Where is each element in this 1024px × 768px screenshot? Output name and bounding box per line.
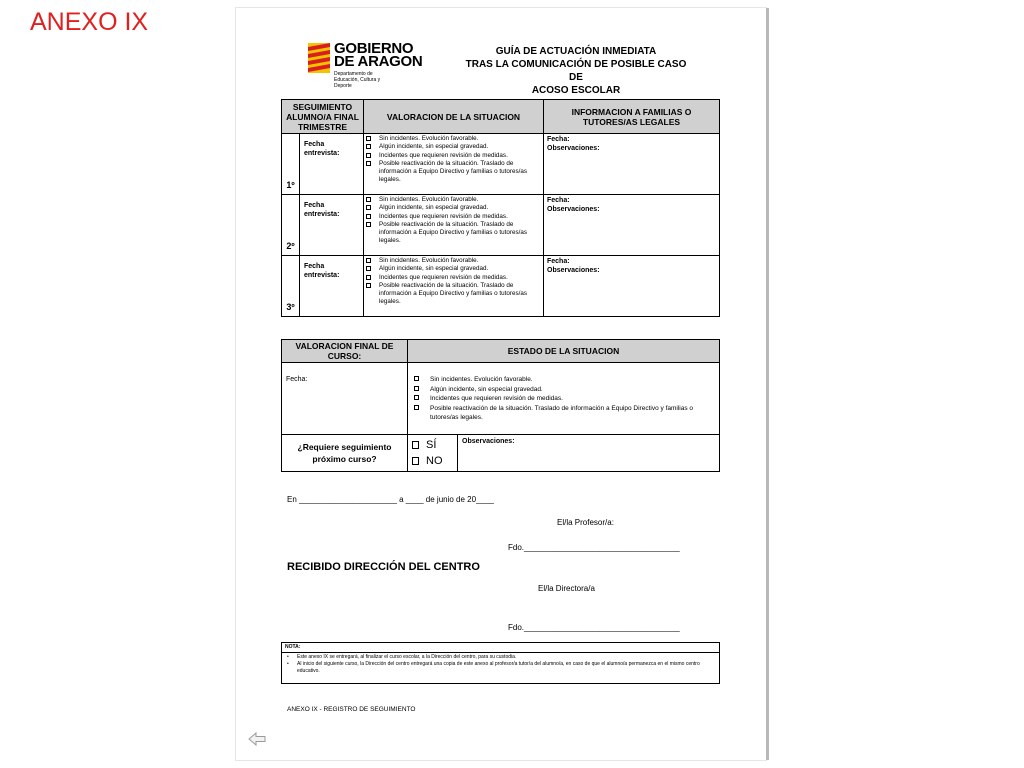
observaciones-label: Observaciones: <box>547 206 600 213</box>
document-page <box>236 8 766 760</box>
note-box <box>281 642 720 684</box>
option-label: Posible reactivación de la situación. Traslado de información a Equipo Directivo y familias o tutores/as legales. <box>430 404 694 422</box>
option-label: Posible reactivación de la situación. Traslado de información a Equipo Directivo y familias o tutores/as legales. <box>379 281 528 306</box>
option-item[interactable] <box>366 274 541 282</box>
header-family-info: INFORMACION A FAMILIAS O TUTORES/AS LEGALES <box>544 100 720 134</box>
option-label: Incidentes que requieren revisión de medidas. <box>430 395 563 403</box>
guide-title <box>464 45 688 97</box>
option-item[interactable] <box>412 375 715 385</box>
checkbox-icon[interactable] <box>412 457 419 465</box>
final-header-row <box>282 340 720 363</box>
final-date-field[interactable]: Fecha: <box>282 363 408 435</box>
guide-title-line2: TRAS LA COMUNICACIÓN DE POSIBLE CASO DE <box>465 59 687 83</box>
option-item[interactable] <box>366 143 541 151</box>
term-label: 3º <box>282 256 300 317</box>
interview-date-field[interactable]: Fecha entrevista: <box>300 195 364 256</box>
checkbox-icon[interactable] <box>366 136 371 141</box>
checkbox-icon[interactable] <box>366 258 371 263</box>
option-item[interactable] <box>412 385 715 395</box>
option-label: Algún incidente, sin especial gravedad. <box>379 204 489 212</box>
family-info-cell[interactable] <box>544 256 720 317</box>
aragon-logo <box>308 41 428 89</box>
yes-no-options <box>408 435 458 472</box>
guide-title-line3: ACOSO ESCOLAR <box>531 85 621 96</box>
term-label: 2º <box>282 195 300 256</box>
fecha-label: Fecha: <box>547 136 570 143</box>
checkbox-icon[interactable] <box>366 275 371 280</box>
header-status: ESTADO DE LA SITUACION <box>408 340 720 363</box>
aragon-flag-icon <box>308 43 330 73</box>
observaciones-label: Observaciones: <box>547 267 600 274</box>
header-final-assessment: VALORACION FINAL DE CURSO: <box>282 340 408 363</box>
option-label: Incidentes que requieren revisión de medidas. <box>379 151 508 159</box>
checkbox-icon[interactable] <box>366 144 371 149</box>
header-assessment: VALORACION DE LA SITUACION <box>364 100 544 134</box>
observations-field[interactable]: Observaciones: <box>458 435 720 472</box>
option-label: Incidentes que requieren revisión de medidas. <box>379 273 508 281</box>
header-followup: SEGUIMIENTO ALUMNO/A FINAL TRIMESTRE <box>282 100 364 134</box>
slide-title: ANEXO IX <box>30 8 149 36</box>
final-options-row <box>282 363 720 435</box>
option-item[interactable] <box>366 221 541 246</box>
checkbox-icon[interactable] <box>366 153 371 158</box>
checkbox-icon[interactable] <box>366 161 371 166</box>
checkbox-icon[interactable] <box>414 405 419 410</box>
director-label: El/la Directora/a <box>538 584 595 593</box>
received-heading: RECIBIDO DIRECCIÓN DEL CENTRO <box>287 561 480 573</box>
logo-department: Departamento de Educación, Cultura y Deporte <box>334 71 381 89</box>
interview-date-field[interactable]: Fecha entrevista: <box>300 256 364 317</box>
note-item: • Este anexo IX se entregará, al finalizar el curso escolar, a la Dirección del centro, para su custodia. <box>285 654 716 661</box>
guide-title-line1: GUÍA DE ACTUACIÓN INMEDIATA <box>495 46 657 57</box>
option-item[interactable] <box>366 282 541 307</box>
checkbox-icon[interactable] <box>366 214 371 219</box>
logo-text-line2: DE ARAGON <box>334 53 423 70</box>
requires-followup-label: ¿Requiere seguimiento próximo curso? <box>282 435 408 472</box>
yes-option[interactable] <box>412 437 453 453</box>
assessment-options <box>364 195 544 256</box>
option-label: Algún incidente, sin especial gravedad. <box>430 385 543 393</box>
option-label: Incidentes que requieren revisión de medidas. <box>379 212 508 220</box>
observaciones-label: Observaciones: <box>547 145 600 152</box>
assessment-options <box>364 134 544 195</box>
final-assessment-table <box>281 339 720 472</box>
term-label: 1º <box>282 134 300 195</box>
option-item[interactable] <box>366 196 541 204</box>
option-item[interactable] <box>366 152 541 160</box>
tracking-header-row <box>282 100 720 134</box>
final-followup-row <box>282 435 720 472</box>
option-item[interactable] <box>366 135 541 143</box>
interview-date-field[interactable]: Fecha entrevista: <box>300 134 364 195</box>
assessment-options <box>364 256 544 317</box>
no-label: NO <box>426 455 443 467</box>
option-label: Sin incidentes. Evolución favorable. <box>379 135 479 142</box>
checkbox-icon[interactable] <box>412 441 419 449</box>
no-option[interactable] <box>412 453 453 469</box>
option-item[interactable] <box>412 404 715 423</box>
option-label: Sin incidentes. Evolución favorable. <box>430 376 533 383</box>
checkbox-icon[interactable] <box>366 197 371 202</box>
checkbox-icon[interactable] <box>366 222 371 227</box>
option-item[interactable] <box>366 204 541 212</box>
option-item[interactable] <box>366 213 541 221</box>
tracking-table <box>281 99 720 317</box>
teacher-signature-line[interactable]: Fdo.___________________________________ <box>508 543 680 552</box>
note-list <box>282 653 719 675</box>
back-arrow-icon[interactable] <box>248 732 266 746</box>
option-label: Algún incidente, sin especial gravedad. <box>379 265 489 273</box>
option-label: Algún incidente, sin especial gravedad. <box>379 143 489 151</box>
yes-label: SÍ <box>426 439 437 451</box>
tracking-row <box>282 195 720 256</box>
fecha-label: Fecha: <box>547 197 570 204</box>
checkbox-icon[interactable] <box>414 376 419 381</box>
logo-text-line1: GOBIERNO <box>334 40 414 57</box>
note-item: • Al inicio del siguiente curso, la Dirección del centro entregará una copia de este anexo al profesor/a tutor/a del alumno/a, en caso de que el alumno/a permanezca en el mismo centro educativo. <box>285 661 716 675</box>
family-info-cell[interactable] <box>544 134 720 195</box>
date-place-line[interactable]: En ______________________ a ____ de junio de 20____ <box>287 495 494 504</box>
teacher-label: El/la Profesor/a: <box>557 518 614 527</box>
tracking-row <box>282 134 720 195</box>
option-label: Posible reactivación de la situación. Traslado de información a Equipo Directivo y familias o tutores/as legales. <box>379 159 528 184</box>
family-info-cell[interactable] <box>544 195 720 256</box>
checkbox-icon[interactable] <box>366 205 371 210</box>
checkbox-icon[interactable] <box>414 395 419 400</box>
checkbox-icon[interactable] <box>366 266 371 271</box>
option-label: Posible reactivación de la situación. Traslado de información a Equipo Directivo y familias o tutores/as legales. <box>379 220 528 245</box>
option-label: Sin incidentes. Evolución favorable. <box>379 257 479 264</box>
note-title: NOTA: <box>282 643 719 653</box>
director-signature-line[interactable]: Fdo.___________________________________ <box>508 623 680 632</box>
option-item[interactable] <box>366 265 541 273</box>
checkbox-icon[interactable] <box>414 386 419 391</box>
fecha-label: Fecha: <box>547 258 570 265</box>
option-label: Sin incidentes. Evolución favorable. <box>379 196 479 203</box>
tracking-row <box>282 256 720 317</box>
option-item[interactable] <box>366 160 541 185</box>
option-item[interactable] <box>366 257 541 265</box>
checkbox-icon[interactable] <box>366 283 371 288</box>
footer-label: ANEXO IX - REGISTRO DE SEGUIMIENTO <box>287 706 416 713</box>
option-item[interactable] <box>412 394 715 404</box>
final-status-options <box>408 363 720 435</box>
